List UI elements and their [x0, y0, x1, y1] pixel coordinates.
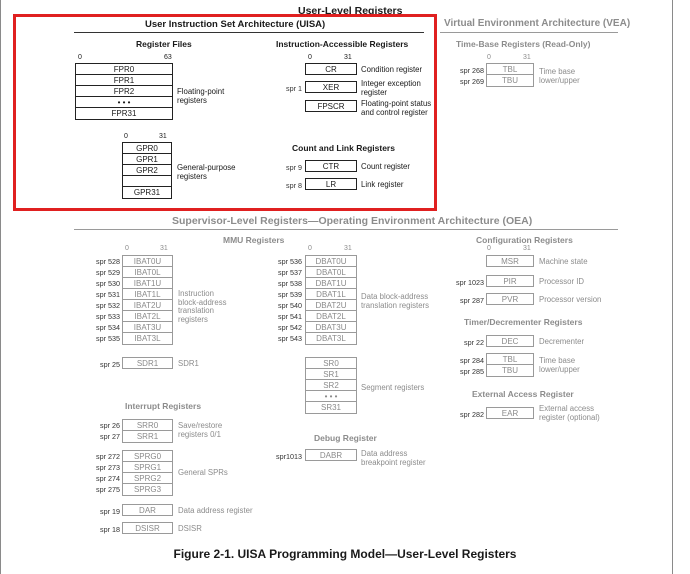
fpr-row: FPR0 [76, 64, 172, 75]
spr-number: spr 529 [96, 268, 120, 277]
count-link-title: Count and Link Registers [292, 143, 395, 153]
header-title: User-Level Registers [298, 5, 403, 17]
spr-number: spr 542 [278, 323, 302, 332]
dec-spr: spr 22 [464, 338, 484, 347]
config-bit-start: 0 [487, 245, 491, 252]
vea-title: Virtual Environment Architecture (VEA) [444, 18, 631, 29]
timer-tb-label: Time base lower/upper [539, 356, 580, 374]
ia-bit-end: 31 [344, 54, 352, 61]
sprg-row: SPRG1 [123, 462, 172, 473]
fpr-row: • • • [76, 97, 172, 108]
gpr-row: GPR31 [133, 188, 161, 197]
spr-number: spr 539 [278, 290, 302, 299]
spr-number: spr 531 [96, 290, 120, 299]
sr-label: Segment registers [361, 383, 425, 392]
spr-number: spr 541 [278, 312, 302, 321]
fpr-label: Floating-point registers [177, 87, 225, 105]
vea-tbl-spr: spr 268 [460, 66, 484, 75]
spr-number: spr 274 [96, 474, 120, 483]
fpscr-label: Floating-point status and control register [361, 99, 432, 117]
vea-bit-start: 0 [487, 54, 491, 61]
dbat-stack [305, 255, 357, 345]
dbat-row: DBAT2L [306, 311, 356, 322]
lr-spr: spr 8 [286, 181, 302, 190]
fpr-row: FPR2 [76, 86, 172, 97]
pir-spr: spr 1023 [456, 278, 484, 287]
timer-time-base-row: TBU [502, 366, 518, 375]
spr-number: spr 532 [96, 301, 120, 310]
spr-number: spr 530 [96, 279, 120, 288]
vea-bit-end: 31 [523, 54, 531, 61]
spr-number: spr 528 [96, 257, 120, 266]
vea-time-base-row: TBL [487, 64, 533, 75]
spr-number: spr 26 [100, 421, 120, 430]
ibat-row: IBAT0L [123, 267, 172, 278]
vea-tbu-spr: spr 269 [460, 77, 484, 86]
ctr-spr: spr 9 [286, 163, 302, 172]
pvr-register: PVR [486, 293, 534, 305]
dec-register: DEC [486, 335, 534, 347]
ibat-row: IBAT1U [123, 278, 172, 289]
ibat-row: IBAT3L [134, 334, 161, 343]
timer-time-base-row: TBL [487, 354, 533, 365]
dbat-label: Data block-address translation registers [361, 292, 430, 310]
msr-label: Machine state [539, 257, 588, 266]
spr-number: spr 275 [96, 485, 120, 494]
dbat-row: DBAT0U [306, 256, 356, 267]
pir-label: Processor ID [539, 277, 585, 286]
lr-register: LR [305, 178, 357, 190]
ia-bit-start: 0 [308, 54, 312, 61]
ctr-register: CTR [305, 160, 357, 172]
ibat-stack [122, 255, 173, 345]
vea-time-base-label: Time base lower/upper [539, 67, 580, 85]
instruction-accessible-title: Instruction-Accessible Registers [276, 39, 409, 49]
gpr-bit-start: 0 [124, 133, 128, 140]
uisa-title: User Instruction Set Architecture (UISA) [145, 19, 326, 30]
dar-label: Data address register [178, 506, 253, 515]
pvr-spr: spr 287 [460, 296, 484, 305]
dbat-row: DBAT3U [306, 322, 356, 333]
gpr-label: General-purpose registers [177, 163, 236, 181]
dbat-bit-start: 0 [308, 245, 312, 252]
dar-spr: spr 19 [100, 507, 120, 516]
vea-time-base-stack [486, 63, 534, 87]
uisa-rule [74, 32, 424, 33]
gpr-row [123, 176, 171, 187]
frame-right-border [672, 0, 673, 574]
dbat-row: DBAT1U [306, 278, 356, 289]
timer-tbu-spr: spr 285 [460, 367, 484, 376]
ibat-label: Instruction block-address translation registers [178, 289, 227, 324]
spr-number: spr 543 [278, 334, 302, 343]
ear-spr: spr 282 [460, 410, 484, 419]
oea-title: Supervisor-Level Registers—Operating Environment Architecture (OEA) [172, 215, 533, 227]
ibat-row: IBAT2U [123, 300, 172, 311]
sprg-row: SPRG2 [123, 473, 172, 484]
sprg-label: General SPRs [178, 468, 228, 477]
gpr-row: GPR2 [123, 165, 171, 176]
spr-number: spr 535 [96, 334, 120, 343]
spr-number: spr 537 [278, 268, 302, 277]
cr-label: Condition register [361, 65, 423, 74]
cr-register: CR [305, 63, 357, 75]
gpr-stack [122, 142, 172, 199]
mmu-title: MMU Registers [223, 235, 285, 245]
configuration-title: Configuration Registers [476, 235, 573, 245]
msr-register: MSR [486, 255, 534, 267]
segment-register-row: SR0 [306, 358, 356, 369]
vea-rule [440, 32, 618, 33]
fpr-row: FPR31 [111, 109, 137, 118]
debug-title: Debug Register [314, 433, 377, 443]
srr-row: SRR0 [123, 420, 172, 431]
config-bit-end: 31 [523, 245, 531, 252]
external-title: External Access Register [472, 389, 574, 399]
spr-number: spr 536 [278, 257, 302, 266]
sdr1-label: SDR1 [178, 359, 199, 368]
dar-register: DAR [122, 504, 173, 516]
ibat-row: IBAT0U [123, 256, 172, 267]
ibat-row: IBAT3U [123, 322, 172, 333]
ibat-bit-end: 31 [160, 245, 168, 252]
pir-register: PIR [486, 275, 534, 287]
spr-number: spr 272 [96, 452, 120, 461]
xer-label: Integer exception register [361, 79, 421, 97]
srr-stack [122, 419, 173, 443]
segment-register-row: • • • [306, 391, 356, 402]
ibat-row: IBAT2L [123, 311, 172, 322]
ibat-row: IBAT1L [123, 289, 172, 300]
fpscr-register: FPSCR [305, 100, 357, 112]
fpr-bit-end: 63 [164, 54, 172, 61]
spr-number: spr 538 [278, 279, 302, 288]
sprg-row: SPRG3 [133, 485, 162, 494]
time-base-title: Time-Base Registers (Read-Only) [456, 39, 591, 49]
segment-register-row: SR31 [320, 403, 341, 412]
ibat-bit-start: 0 [125, 245, 129, 252]
lr-label: Link register [361, 180, 404, 189]
fpr-bit-start: 0 [78, 54, 82, 61]
sprg-row: SPRG0 [123, 451, 172, 462]
timer-title: Timer/Decrementer Registers [464, 317, 583, 327]
dabr-register: DABR [305, 449, 357, 461]
srr-label: Save/restore registers 0/1 [178, 421, 223, 439]
frame-left-border [0, 0, 1, 574]
vea-time-base-row: TBU [502, 76, 518, 85]
spr-number: spr 533 [96, 312, 120, 321]
dsisr-register: DSISR [122, 522, 173, 534]
gpr-row: GPR0 [123, 143, 171, 154]
fpr-row: FPR1 [76, 75, 172, 86]
dsisr-spr: spr 18 [100, 525, 120, 534]
sprg-stack [122, 450, 173, 496]
segment-register-stack [305, 357, 357, 414]
sdr1-register: SDR1 [122, 357, 173, 369]
oea-rule [74, 229, 618, 230]
timer-tbl-spr: spr 284 [460, 356, 484, 365]
spr-number: spr 534 [96, 323, 120, 332]
dec-label: Decrementer [539, 337, 585, 346]
interrupt-title: Interrupt Registers [125, 401, 202, 411]
pvr-label: Processor version [539, 295, 602, 304]
dbat-row: DBAT2U [306, 300, 356, 311]
xer-register: XER [305, 81, 357, 93]
dabr-spr: spr1013 [276, 452, 302, 461]
fpr-stack [75, 63, 173, 120]
dbat-row: DBAT3L [316, 334, 346, 343]
register-files-title: Register Files [136, 39, 192, 49]
xer-spr: spr 1 [286, 84, 302, 93]
timer-time-base-stack [486, 353, 534, 377]
srr-row: SRR1 [136, 432, 159, 441]
ear-label: External access register (optional) [539, 404, 600, 422]
dbat-bit-end: 31 [344, 245, 352, 252]
ctr-label: Count register [361, 162, 410, 171]
spr-number: spr 540 [278, 301, 302, 310]
spr-number: spr 27 [100, 432, 120, 441]
gpr-row: GPR1 [123, 154, 171, 165]
sdr1-spr: spr 25 [100, 360, 120, 369]
figure-caption: Figure 2-1. UISA Programming Model—User-Level Registers [173, 547, 517, 561]
segment-register-row: SR2 [306, 380, 356, 391]
gpr-bit-end: 31 [159, 133, 167, 140]
dbat-row: DBAT1L [306, 289, 356, 300]
spr-number: spr 273 [96, 463, 120, 472]
dabr-label: Data address breakpoint register [361, 449, 426, 467]
ear-register: EAR [486, 407, 534, 419]
segment-register-row: SR1 [306, 369, 356, 380]
dsisr-label: DSISR [178, 524, 202, 533]
dbat-row: DBAT0L [306, 267, 356, 278]
